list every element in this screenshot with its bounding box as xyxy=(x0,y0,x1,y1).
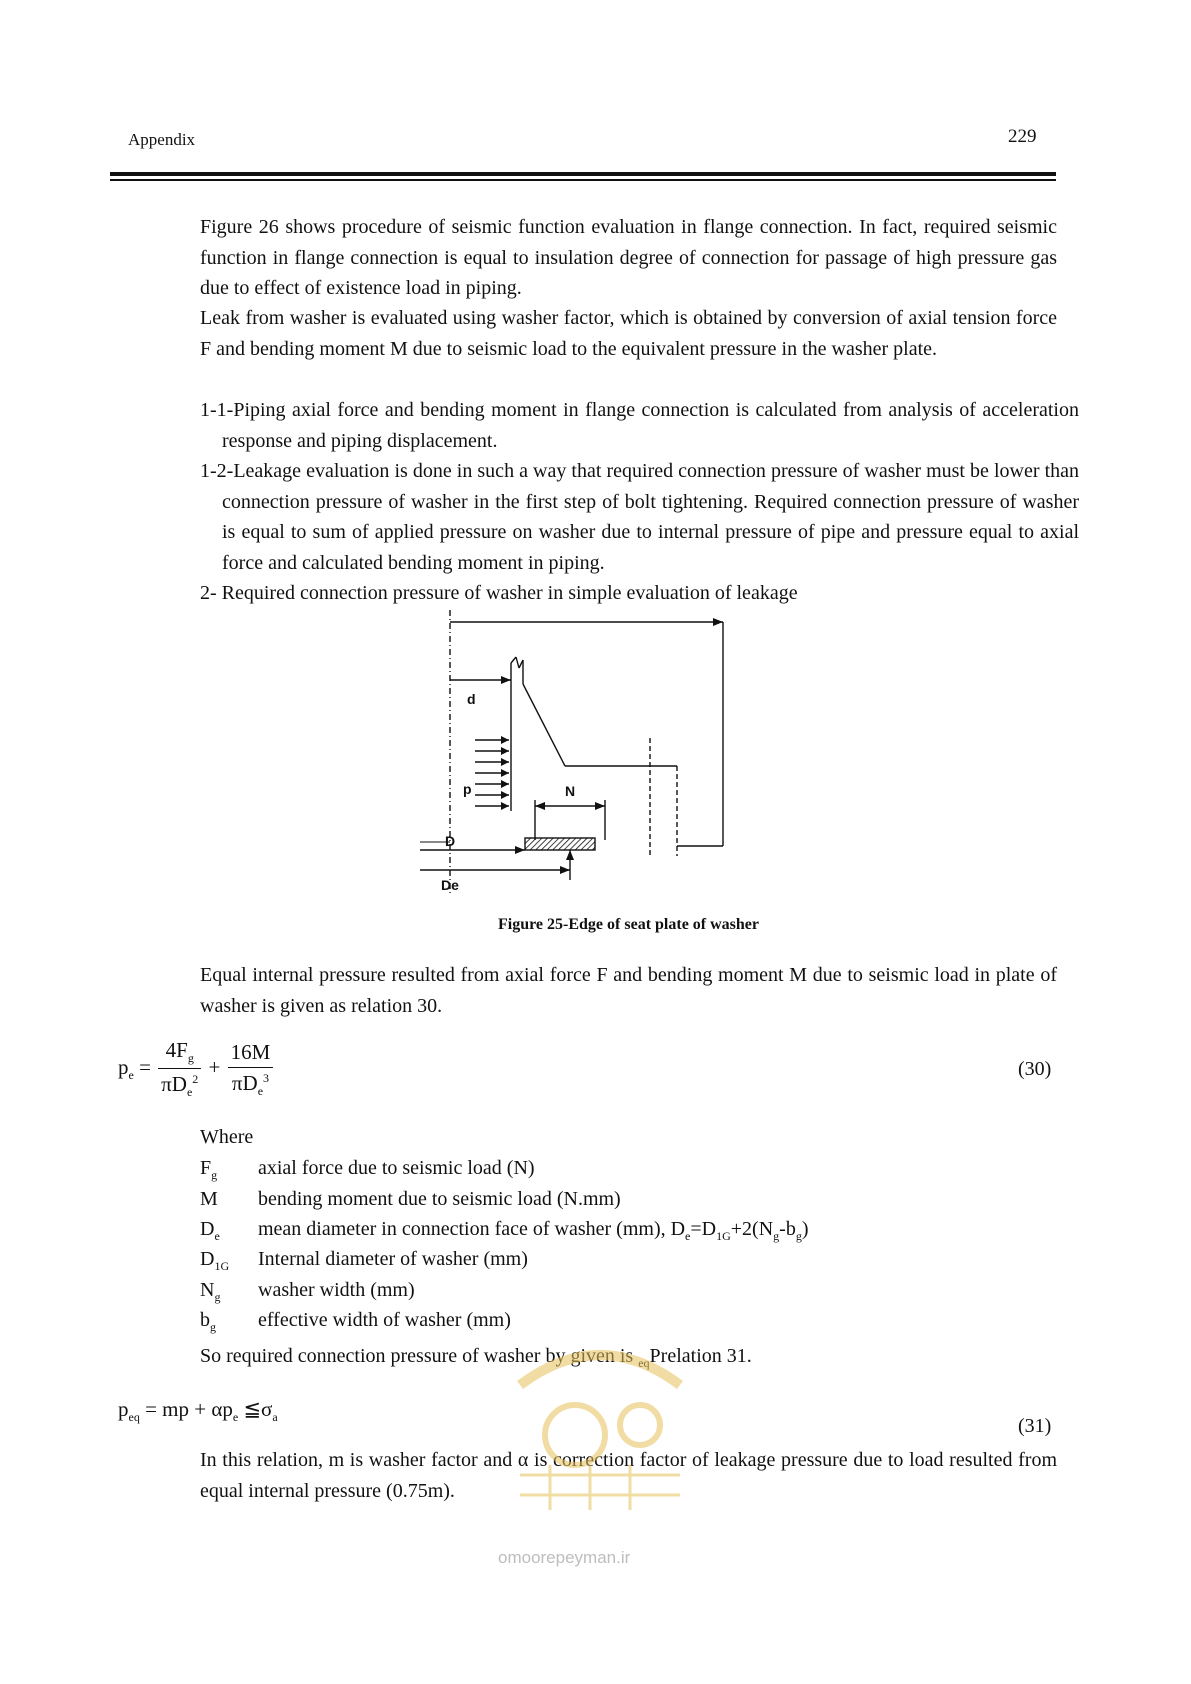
paragraph-relation-30: Equal internal pressure resulted from axial force F and bending moment M due to seismic load in plate of washer is given as relation 30. xyxy=(200,964,1057,1017)
label-N: N xyxy=(565,783,576,799)
definition-row: $D_{1G}$ Internal diameter of washer (mm) xyxy=(200,1248,528,1273)
paragraph-relation-31: So required connection pressure of washer by given is $_{eq}$Prelation 31. xyxy=(200,1345,752,1370)
definition-row: $D_e$ mean diameter in connection face of washer (mm), $D_e=D_{1G}+2(N_g-b_g)$ xyxy=(200,1218,809,1243)
fraction-bending: $\frac{16M}{\pi D_e^3}$ xyxy=(228,1040,274,1099)
paragraph-item-2: 2- Required connection pressure of washer in simple evaluation of leakage xyxy=(200,582,798,604)
running-header-section: Appendix xyxy=(128,130,196,149)
definition-row: M bending moment due to seismic load (N.mm) xyxy=(200,1188,621,1210)
definition-row: $N_g$ washer width (mm) xyxy=(200,1279,415,1304)
label-d: d xyxy=(467,691,476,707)
washer-edge-figure xyxy=(415,608,760,900)
equation-31: $p_{eq}$ = mp + $\alpha p_e$ $≦\sigma_a$ xyxy=(118,1397,278,1425)
watermark-logo-icon xyxy=(490,1325,710,1525)
paragraph-leak: Leak from washer is evaluated using washer factor, which is obtained by conversion of axial tension force F and bending moment M due to seismic load to the equivalent pressure in the washer plate. xyxy=(200,307,1057,360)
equation-30: $p_e$ = $\frac{4F_g}{\pi D_e^2}$ + $\frac{16M}{\pi D_e^3}$ xyxy=(118,1038,275,1100)
page-number: 229 xyxy=(1008,126,1037,147)
paragraph-washer-factor: In this relation, m is washer factor and α is correction factor of leakage pressure due to load resulted from equal internal pressure (0.75m). xyxy=(200,1449,1057,1502)
definition-row: $F_g$ axial force due to seismic load (N) xyxy=(200,1157,535,1182)
paragraph-intro: Figure 26 shows procedure of seismic function evaluation in flange connection. In fact, required seismic function in flange connection is equal to insulation degree of connection for passage of high pressure gas due to effect of existence load in piping. xyxy=(200,216,1057,299)
equation-number-30: (30) xyxy=(1018,1058,1052,1080)
definition-row: $b_g$ effective width of washer (mm) xyxy=(200,1309,511,1334)
label-D: D xyxy=(445,833,456,849)
header-rule-thin xyxy=(110,179,1056,181)
watermark-text: omoorepeyman.ir xyxy=(498,1548,631,1567)
fraction-axial: $\frac{4F_g}{\pi D_e^2}$ xyxy=(158,1038,201,1100)
paragraph-item-1-2: 1-2-Leakage evaluation is done in such a way that required connection pressure of washer must be lower than connection pressure of washer in the first step of bolt tightening. Required connection pressure of washer is equal to sum of applied pressure on washer due to internal pressure of pipe and pressure equal to axial force and calculated bending moment in piping. xyxy=(200,460,1079,574)
header-rule-thick xyxy=(110,172,1056,176)
paragraph-item-1-1: 1-1-Piping axial force and bending moment in flange connection is calculated from analysis of acceleration response and piping displacement. xyxy=(200,399,1079,452)
figure-caption: Figure 25-Edge of seat plate of washer xyxy=(498,916,759,933)
label-p: p xyxy=(463,781,472,797)
label-De: De xyxy=(441,877,459,893)
where-label: Where xyxy=(200,1126,254,1148)
equation-number-31: (31) xyxy=(1018,1415,1052,1437)
